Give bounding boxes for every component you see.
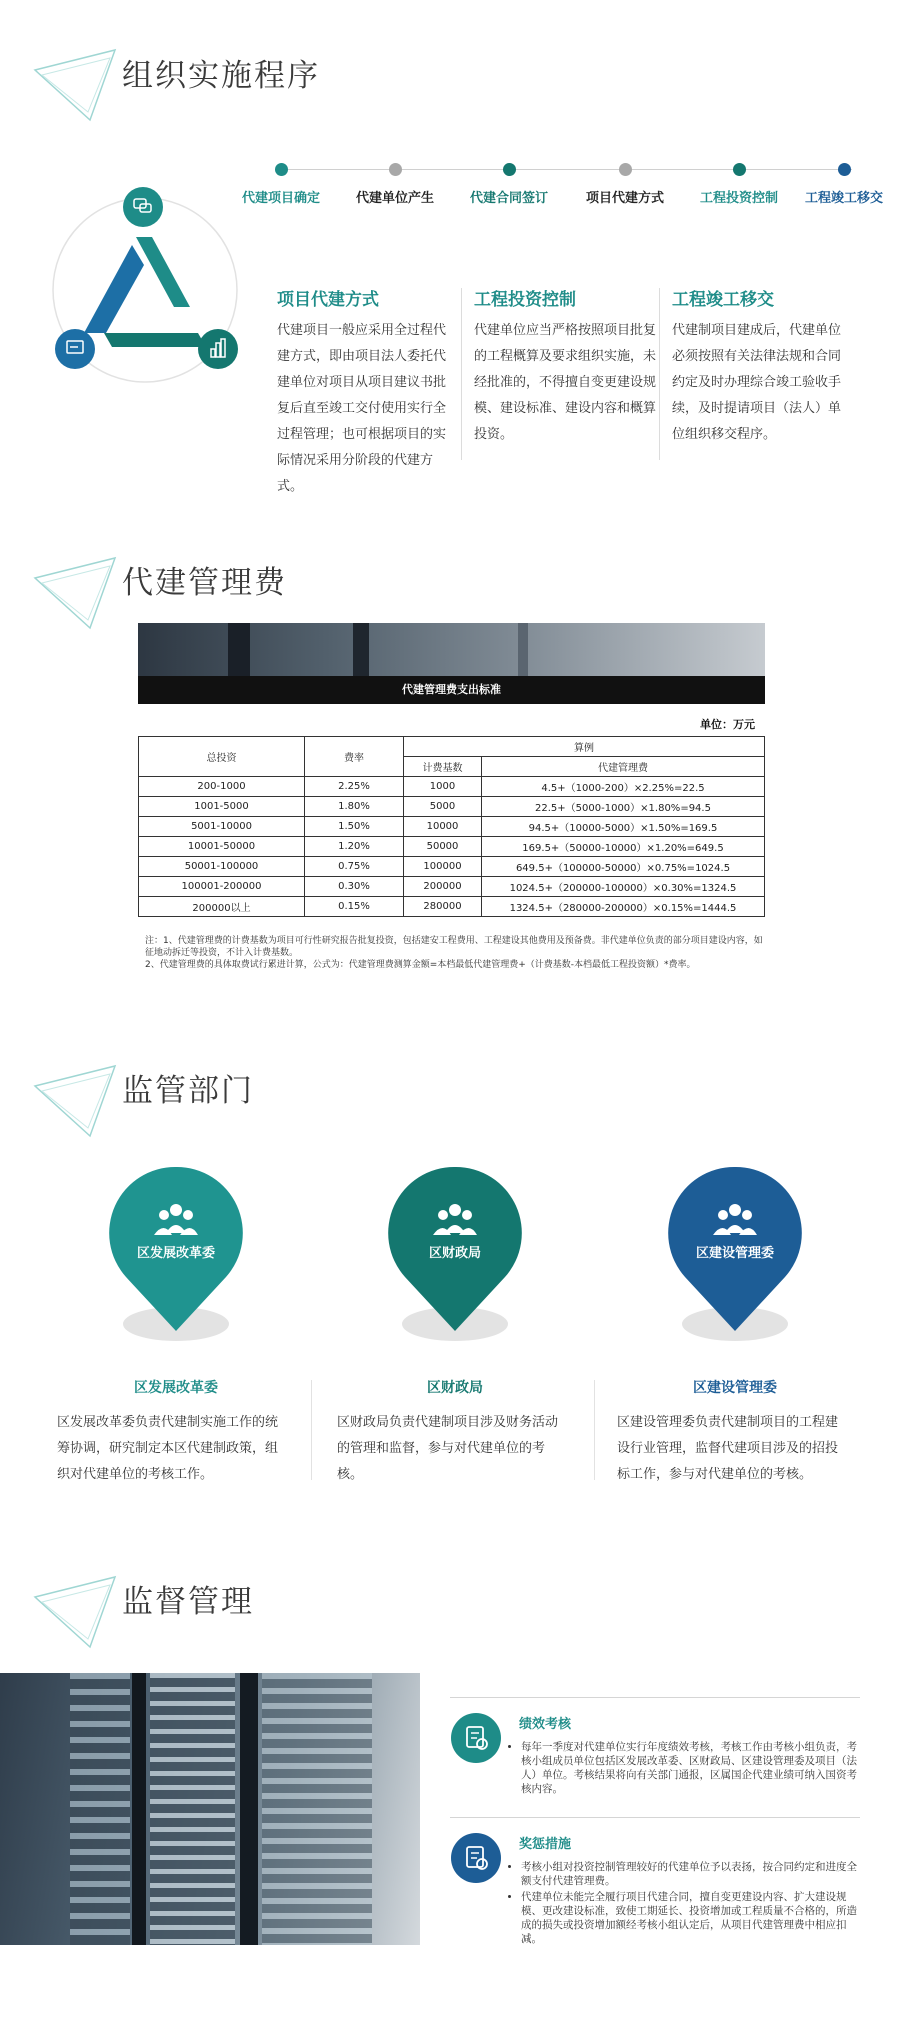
table-cell: 10000 [404, 817, 482, 837]
unit-label: 单位：万元 [700, 718, 755, 731]
item-bullets: • 考核小组对投资控制管理较好的代建单位予以表扬，按合同约定和进度全额支付代建管理费。 • 代建单位未能完全履行项目代建合同，擅自变更建设内容、扩大建设规模、更改建设标准，致使工期延长、投资增加或工程质量不合格的，所造成的损失或投资增加额经考核小组认定后，从项目代建管理费中相应扣减。 [507, 1860, 861, 1948]
table-cell: 280000 [404, 897, 482, 917]
step-label: 代建单位产生 [355, 191, 435, 206]
pin-label: 区财政局 [428, 1246, 481, 1261]
section-title-supervision: 监督管理 [122, 1584, 254, 1620]
table-cell: 4.5+（1000-200）×2.25%=22.5 [482, 777, 765, 797]
item-title: 奖惩措施 [519, 1837, 572, 1852]
checklist-icon [451, 1713, 501, 1763]
table-cell: 94.5+（10000-5000）×1.50%=169.5 [482, 817, 765, 837]
dept-title: 区财政局 [427, 1380, 483, 1396]
table-cell: 1001-5000 [139, 797, 305, 817]
dept-divider [594, 1380, 595, 1480]
column-text-mode: 代建项目一般应采用全过程代建方式，即由项目法人委托代建单位对项目从项目建议书批复后直至竣工交付使用实行全过程管理；也可根据项目的实际情况采用分阶段的代建方式。 [277, 323, 447, 494]
dept-divider [311, 1380, 312, 1480]
dept-title: 区发展改革委 [134, 1380, 218, 1396]
table-cell: 5000 [404, 797, 482, 817]
item-title: 绩效考核 [519, 1717, 572, 1732]
table-cell: 169.5+（50000-10000）×1.20%=649.5 [482, 837, 765, 857]
table-row [139, 817, 765, 837]
triangle-deco-icon [30, 1046, 120, 1141]
step-label: 项目代建方式 [585, 191, 665, 206]
section-title-procedure: 组织实施程序 [122, 58, 320, 94]
table-cell: 1.20% [305, 837, 404, 857]
table-cell: 0.30% [305, 877, 404, 897]
table-cell: 200000 [404, 877, 482, 897]
table-row [139, 797, 765, 817]
table-cell: 10001-50000 [139, 837, 305, 857]
table-cell: 22.5+（5000-1000）×1.80%=94.5 [482, 797, 765, 817]
table-cell: 1.50% [305, 817, 404, 837]
step-dot [275, 163, 288, 176]
table-cell: 100000 [404, 857, 482, 877]
table-cell: 1000 [404, 777, 482, 797]
item-bullets: • 每年一季度对代建单位实行年度绩效考核，考核工作由考核小组负责，考核小组成员单位包括区发展改革委、区财政局、区建设管理委及项目（法人）单位。考核结果将向有关部门通报，区属国企代建业绩可纳入国资考核内容。 [507, 1740, 861, 1798]
table-cell: 649.5+（100000-50000）×0.75%=1024.5 [482, 857, 765, 877]
divider-line [450, 1817, 860, 1818]
step-dot [619, 163, 632, 176]
step-label: 代建项目确定 [241, 191, 321, 206]
table-row [139, 837, 765, 857]
step-label: 工程投资控制 [699, 191, 779, 206]
step-label: 工程竣工移交 [804, 191, 884, 206]
column-divider [659, 288, 660, 460]
table-row [139, 897, 765, 917]
header-base: 计费基数 [404, 757, 482, 777]
table-cell: 1.80% [305, 797, 404, 817]
award-icon [451, 1833, 501, 1883]
dept-text: 区发展改革委负责代建制实施工作的统筹协调，研究制定本区代建制政策，组织对代建单位的考核工作。 [57, 1415, 279, 1482]
triangle-cycle-graphic [40, 185, 250, 395]
section-title-fee: 代建管理费 [122, 565, 287, 601]
triangle-deco-icon [30, 1557, 120, 1652]
table-row [139, 857, 765, 877]
section-title-departments: 监管部门 [122, 1073, 254, 1109]
fee-note-2: 2、代建管理费的具体取费试行累进计算，公式为：代建管理费测算金额=本档最低代建管理费+（计费基数-本档最低工程投资额）*费率。 [145, 960, 696, 970]
pin-label: 区发展改革委 [136, 1246, 215, 1261]
table-cell: 1324.5+（280000-200000）×0.15%=1444.5 [482, 897, 765, 917]
table-row [139, 777, 765, 797]
step-label: 代建合同签订 [469, 191, 549, 206]
table-row [139, 877, 765, 897]
column-title-handover: 工程竣工移交 [672, 290, 774, 310]
header-example: 算例 [404, 737, 765, 757]
dept-text: 区财政局负责代建制项目涉及财务活动的管理和监督，参与对代建单位的考核。 [337, 1415, 559, 1482]
fee-note-1: 注：1、代建管理费的计费基数为项目可行性研究报告批复投资，包括建安工程费用、工程建设其他费用及预备费。非代建单位负责的部分项目建设内容，如征地动拆迁等投资，不计入计费基数。 [145, 936, 763, 958]
table-cell: 0.75% [305, 857, 404, 877]
table-cell: 200000以上 [139, 897, 305, 917]
column-text-investment: 代建单位应当严格按照项目批复的工程概算及要求组织实施，未经批准的，不得擅自变更建设规模、建设标准、建设内容和概算投资。 [474, 323, 657, 442]
steps-timeline-line [280, 169, 852, 170]
step-dot [838, 163, 851, 176]
step-dot [389, 163, 402, 176]
column-title-investment: 工程投资控制 [474, 290, 576, 310]
building-photo [0, 1673, 420, 1945]
dept-text: 区建设管理委负责代建制项目的工程建设行业管理，监督代建项目涉及的招投标工作，参与对代建单位的考核。 [617, 1415, 839, 1482]
header-rate: 费率 [305, 737, 404, 777]
table-cell: 100001-200000 [139, 877, 305, 897]
column-divider [461, 288, 462, 460]
triangle-deco-icon [30, 538, 120, 633]
column-text-handover: 代建制项目建成后，代建单位必须按照有关法律法规和合同约定及时办理综合竣工验收手续，及时提请项目（法人）单位组织移交程序。 [672, 323, 842, 442]
table-cell: 0.15% [305, 897, 404, 917]
fee-table [138, 736, 765, 917]
column-title-mode: 项目代建方式 [277, 290, 379, 310]
dept-title: 区建设管理委 [693, 1380, 777, 1396]
triangle-deco-icon [30, 30, 120, 125]
step-dot [503, 163, 516, 176]
header-fee: 代建管理费 [482, 757, 765, 777]
table-cell: 50000 [404, 837, 482, 857]
step-dot [733, 163, 746, 176]
table-cell: 200-1000 [139, 777, 305, 797]
divider-line [450, 1697, 860, 1698]
building-banner-image [138, 623, 765, 676]
table-cell: 50001-100000 [139, 857, 305, 877]
table-cell: 5001-10000 [139, 817, 305, 837]
table-cell: 1024.5+（200000-100000）×0.30%=1324.5 [482, 877, 765, 897]
header-total: 总投资 [139, 737, 305, 777]
pin-label: 区建设管理委 [695, 1246, 774, 1261]
fee-banner-title: 代建管理费支出标准 [138, 676, 765, 704]
table-cell: 2.25% [305, 777, 404, 797]
